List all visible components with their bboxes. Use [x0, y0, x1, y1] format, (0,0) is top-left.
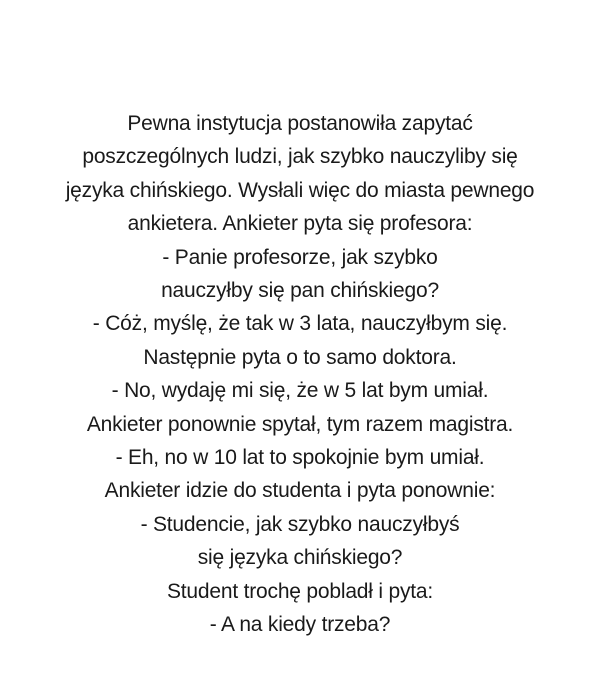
text-line: - Panie profesorze, jak szybko — [162, 245, 438, 269]
text-line: Ankieter ponownie spytał, tym razem magistra. — [86, 412, 514, 436]
text-line: Student trochę pobladł i pyta: — [166, 579, 434, 603]
text-line: - Studencie, jak szybko nauczyłbyś — [140, 512, 460, 536]
text-line: - No, wydaję mi się, że w 5 lat bym umiał. — [111, 379, 489, 403]
text-line: nauczyłby się pan chińskiego? — [161, 279, 439, 303]
joke-text — [0, 107, 600, 642]
text-line: ankietera. Ankieter pyta się profesora: — [127, 212, 473, 236]
text-line: - Eh, no w 10 lat to spokojnie bym umiał. — [115, 446, 485, 470]
text-line: - Cóż, myślę, że tak w 3 lata, nauczyłbym się. — [92, 312, 508, 336]
text-line: poszczególnych ludzi, jak szybko nauczyliby się — [82, 145, 518, 169]
text-line: Pewna instytucja postanowiła zapytać — [127, 112, 473, 135]
text-line: - A na kiedy trzeba? — [209, 613, 391, 637]
text-line: języka chińskiego. Wysłali więc do miasta pewnego — [65, 178, 535, 202]
text-line: się języka chińskiego? — [197, 546, 403, 570]
text-line: Ankieter idzie do studenta i pyta ponownie: — [104, 479, 496, 503]
text-line: Następnie pyta o to samo doktora. — [143, 345, 457, 369]
